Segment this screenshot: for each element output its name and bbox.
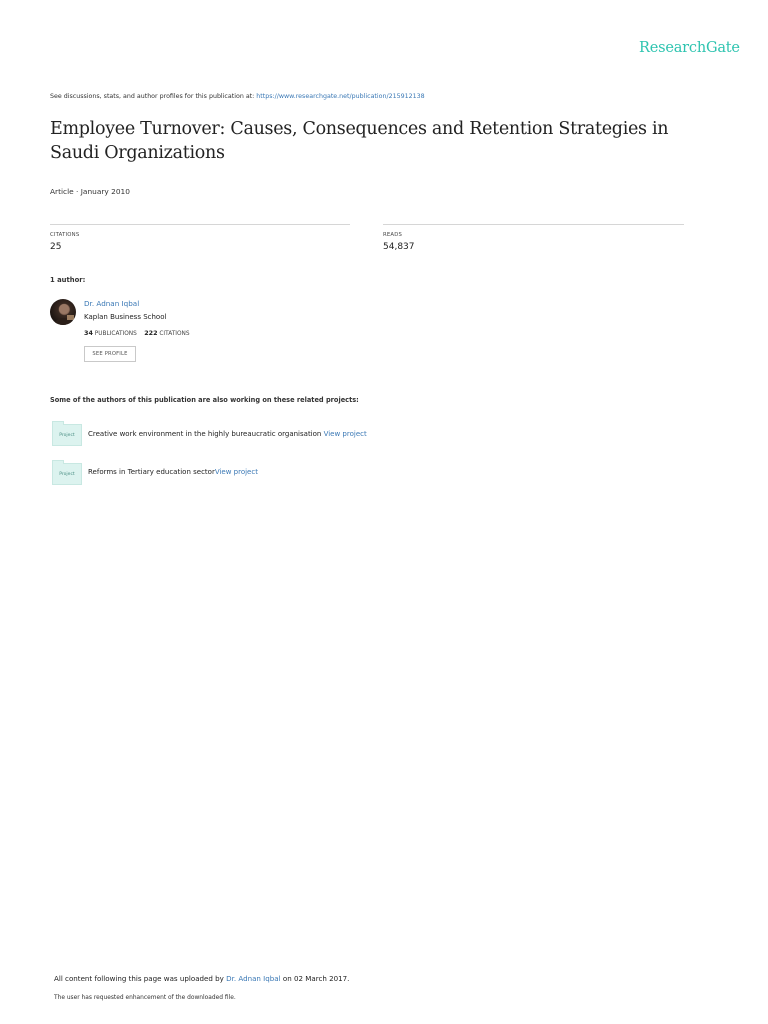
- view-project-link[interactable]: View project: [214, 468, 258, 476]
- researchgate-logo[interactable]: ResearchGate: [639, 40, 740, 56]
- article-meta: Article · January 2010: [50, 187, 130, 196]
- view-project-link[interactable]: View project: [323, 430, 367, 438]
- project-title: Reforms in Tertiary education sector: [88, 468, 215, 476]
- author-citations-count: 222: [144, 329, 158, 337]
- discussion-line: [50, 93, 425, 100]
- author-avatar[interactable]: [50, 299, 76, 325]
- project-item: [88, 468, 258, 476]
- paper-title: Employee Turnover: Causes, Consequences and Retention Strategies in Saudi Organizations: [50, 119, 669, 163]
- author-stats: [84, 329, 190, 337]
- project-folder-icon: Project: [52, 424, 82, 446]
- author-citations-label: CITATIONS: [159, 331, 190, 337]
- related-projects-heading: Some of the authors of this publication are also working on these related projects:: [50, 396, 359, 404]
- citations-label: CITATIONS: [50, 232, 80, 238]
- publication-url-link[interactable]: https://www.researchgate.net/publication/215912138: [256, 93, 425, 100]
- author-publications-count: 34: [84, 329, 93, 337]
- author-institution: Kaplan Business School: [84, 313, 167, 321]
- project-item: [88, 430, 367, 438]
- author-name-link[interactable]: Dr. Adnan Iqbal: [84, 299, 140, 308]
- authors-heading: 1 author:: [50, 276, 86, 284]
- upload-suffix: on 02 March 2017.: [280, 974, 350, 983]
- upload-note: [54, 974, 349, 983]
- reads-label: READS: [383, 232, 403, 238]
- reads-value: 54,837: [383, 242, 415, 252]
- citations-divider: [50, 224, 350, 225]
- citations-value: 25: [50, 242, 62, 252]
- author-publications-label: PUBLICATIONS: [94, 331, 137, 337]
- reads-divider: [383, 224, 684, 225]
- uploader-link[interactable]: Dr. Adnan Iqbal: [226, 974, 281, 983]
- see-profile-button[interactable]: SEE PROFILE: [84, 346, 136, 362]
- project-folder-icon: Project: [52, 463, 82, 485]
- enhancement-note: The user has requested enhancement of the downloaded file.: [54, 995, 236, 1001]
- person-icon: [50, 299, 76, 325]
- project-title: Creative work environment in the highly bureaucratic organisation: [88, 430, 322, 438]
- discussion-prefix: See discussions, stats, and author profiles for this publication at:: [50, 93, 257, 100]
- upload-prefix: All content following this page was uploaded by: [54, 974, 227, 983]
